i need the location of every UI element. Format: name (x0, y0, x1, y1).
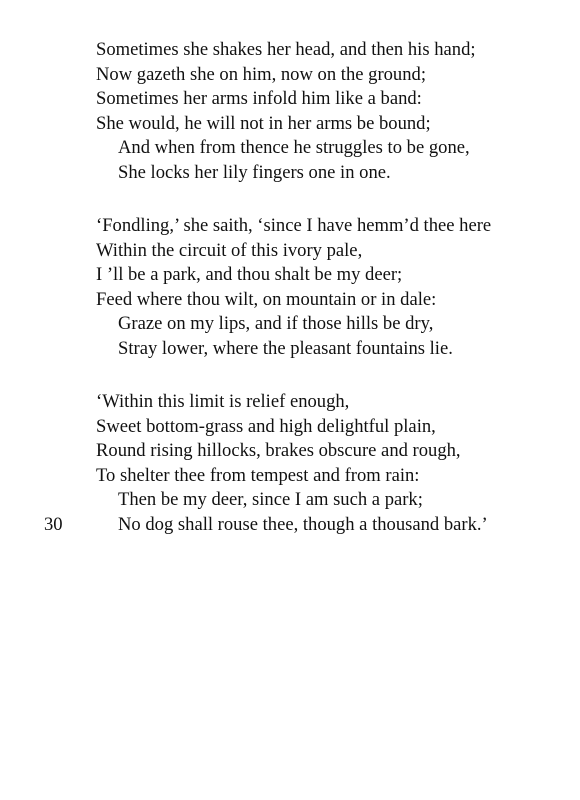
stanza-3 (0, 390, 580, 538)
poem-line-indented: And when from thence he struggles to be gone, (118, 137, 470, 159)
poem-line: Sometimes she shakes her head, and then his hand; (96, 39, 476, 60)
stanza-2 (0, 214, 580, 362)
poem-line-indented: She locks her lily fingers one in one. (118, 161, 391, 183)
poem-line: Now gazeth she on him, now on the ground; (96, 63, 426, 85)
poem-line: ‘Fondling,’ she saith, ‘since I have hemm’d thee here (96, 215, 492, 236)
poem-line: I ’ll be a park, and thou shalt be my deer; (96, 264, 403, 286)
poem-line-indented (0, 513, 580, 538)
poem-line-indented: Stray lower, where the pleasant fountains lie. (118, 337, 453, 359)
line-number: 30 (44, 513, 63, 535)
poem-line: She would, he will not in her arms be bound; (96, 112, 431, 134)
poem-line: Within the circuit of this ivory pale, (96, 239, 363, 261)
poem-line: Feed where thou wilt, on mountain or in dale: (96, 288, 437, 310)
stanza-1 (0, 38, 580, 186)
poem-line: Sometimes her arms infold him like a band: (96, 88, 422, 110)
poem-line-indented: Then be my deer, since I am such a park; (118, 489, 423, 511)
poem-line: ‘Within this limit is relief enough, (96, 391, 350, 412)
poem-line: Round rising hillocks, brakes obscure and rough, (96, 440, 461, 462)
poem-line: Sweet bottom-grass and high delightful plain, (96, 415, 436, 437)
poem-line-indented: Graze on my lips, and if those hills be dry, (118, 313, 434, 335)
poem-line-text: No dog shall rouse thee, though a thousand bark.’ (118, 513, 488, 535)
poem-line: To shelter thee from tempest and from rain: (96, 464, 420, 486)
